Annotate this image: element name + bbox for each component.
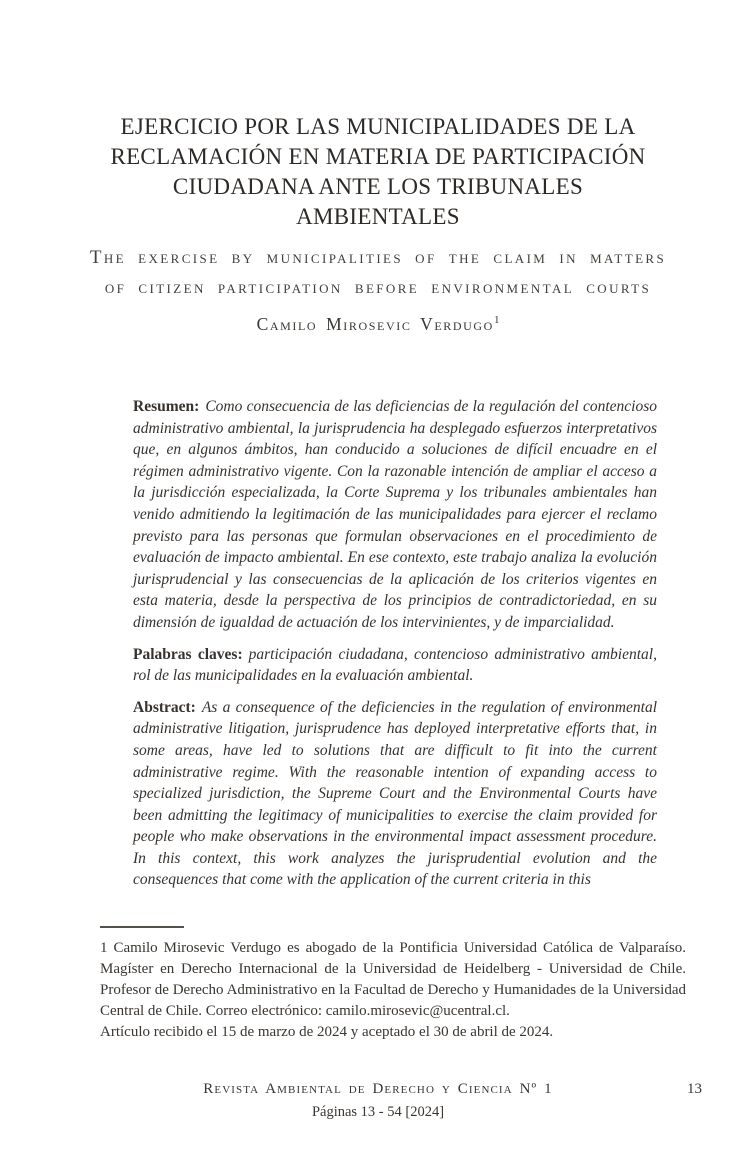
title-line-1: EJERCICIO POR LAS MUNICIPALIDADES DE LA <box>120 114 636 139</box>
footnote-separator-rule <box>100 926 184 928</box>
footnote-received-dates: Artículo recibido el 15 de marzo de 2024 y aceptado el 30 de abril de 2024. <box>100 1024 554 1040</box>
resumen-text: Como consecuencia de las deficiencias de la regulación del contencioso administrativo ambiental, la jurisprudencia ha desplegado esfuerzos interpretativos que, en algunos ámbitos, han conducido a soluciones de difícil encuadre en el régimen administrativo vigente. Con la razonable intención de ampliar el acceso a la jurisdicción especializada, la Corte Suprema y los tribunales ambientales han venido admitiendo la legitimación de las municipalidades para ejercer el reclamo previsto para las personas que formulan observaciones en el procedimiento de evaluación de impacto ambiental. En ese contexto, este trabajo analiza la evolución jurisprudencial y las consecuencias de la aplicación de los criterios vigentes en esta materia, desde la perspectiva de los principios de contradictoriedad, en su dimensión de igualdad de actuación de los intervinientes, y de imparcialidad. <box>133 398 657 631</box>
article-title <box>0 112 756 232</box>
running-footer-journal-title: Revista Ambiental de Derecho y Ciencia Nº 1 <box>203 1081 553 1097</box>
abstract-section <box>133 396 657 901</box>
abstract-paragraph <box>133 697 657 891</box>
keywords-paragraph <box>133 644 657 687</box>
title-line-4: AMBIENTALES <box>296 204 460 229</box>
title-line-3: CIUDADANA ANTE LOS TRIBUNALES <box>172 174 584 199</box>
abstract-text: As a consequence of the deficiencies in the regulation of environmental administrative litigation, jurisprudence has deployed interpretative efforts that, in some areas, have led to solutions that are difficult to fit into the current administrative regime. With the reasonable intention of expanding access to specialized jurisdiction, the Supreme Court and the Environmental Courts have been admitting the legitimacy of municipalities to exercise the claim provided for people who make observations in the environmental impact assessment procedure. In this context, this work analyzes the jurisprudential evolution and the consequences that come with the application of the current criteria in this <box>133 698 657 889</box>
author-footnote-marker: 1 <box>493 314 500 327</box>
author-name: Camilo Mirosevic Verdugo <box>256 314 494 334</box>
resumen-paragraph <box>133 396 657 634</box>
keywords-label: Palabras claves: <box>133 645 243 663</box>
subtitle-line-2: of citizen participation before environmental courts <box>104 277 652 298</box>
footnote-area <box>100 926 686 1043</box>
keywords-text: participación ciudadana, contencioso administrativo ambiental, rol de las municipalidades en la evaluación ambiental. <box>133 645 657 685</box>
author-byline <box>0 314 756 335</box>
abstract-label: Abstract: <box>133 698 196 716</box>
subtitle-line-1: The exercise by municipalities of the claim in matters <box>89 247 667 268</box>
footnote-author-bio: 1 Camilo Mirosevic Verdugo es abogado de la Pontificia Universidad Católica de Valparaíso. Magíster en Derecho Internacional de la Universidad de Heidelberg - Universidad de Chile. Profesor de Derecho Administrativo en la Facultad de Derecho y Humanidades de la Universidad Central de Chile. Correo electrónico: camilo.mirosevic@ucentral.cl. <box>100 940 686 1019</box>
title-line-2: RECLAMACIÓN EN MATERIA DE PARTICIPACIÓN <box>110 144 646 169</box>
running-footer-page-range: Páginas 13 - 54 [2024] <box>311 1104 445 1120</box>
resumen-label: Resumen: <box>133 398 200 415</box>
page-number: 13 <box>687 1081 702 1097</box>
article-subtitle-english <box>0 243 756 303</box>
